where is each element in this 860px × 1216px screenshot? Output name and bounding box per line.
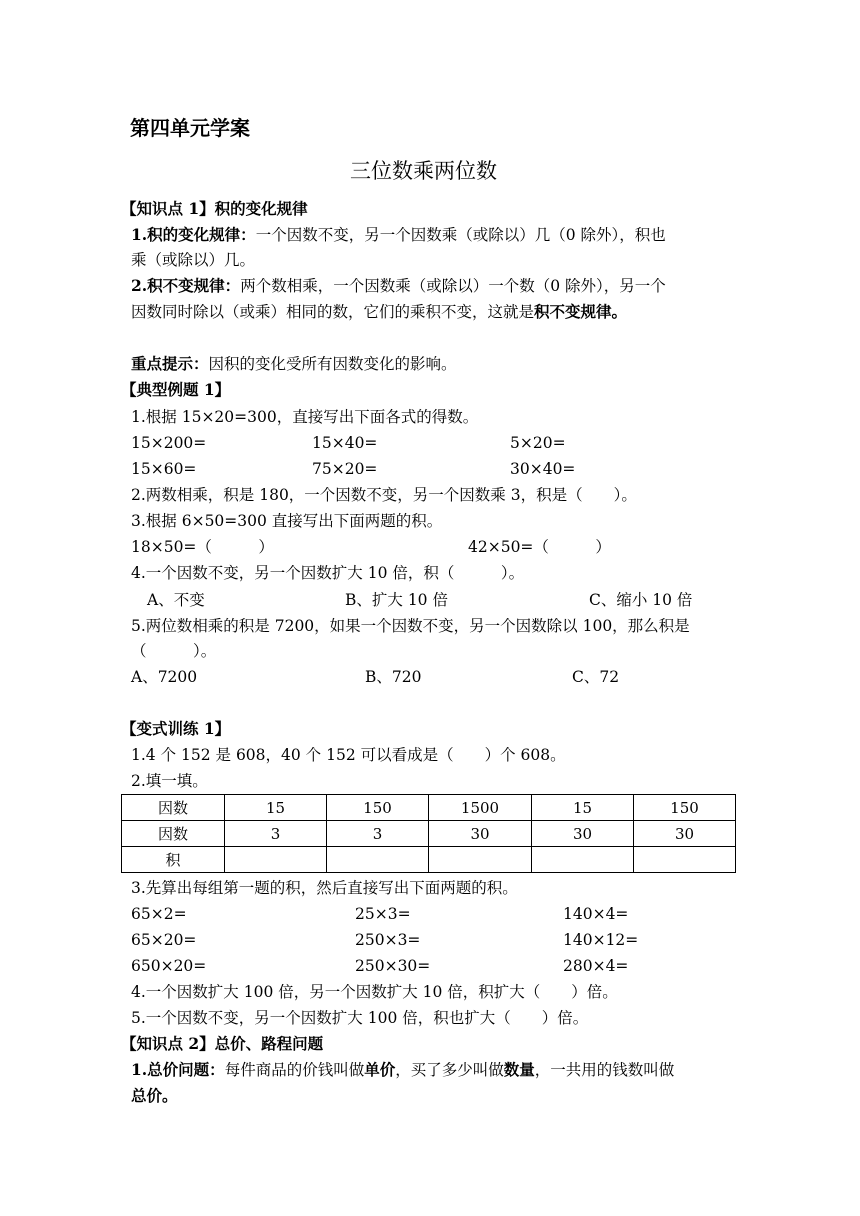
k1-heading: 【知识点 1】积的变化规律	[121, 199, 308, 218]
tr1-q3-item: 250×3=	[355, 931, 421, 949]
fill-in-table	[121, 794, 736, 873]
table-row	[122, 795, 736, 821]
tr1-q2: 2.填一填。	[131, 772, 208, 790]
table-cell: 15	[532, 795, 634, 821]
tr1-q3-item: 140×12=	[563, 931, 639, 949]
k2-term-quantity: 数量	[503, 1060, 535, 1079]
ex1-q3-item: 18×50=（ ）	[131, 538, 274, 556]
tr1-q3-item: 65×2=	[131, 905, 187, 923]
ex1-q1-item: 15×60=	[131, 460, 197, 478]
table-cell	[429, 847, 532, 873]
tr1-heading: 【变式训练 1】	[121, 719, 231, 738]
k2-p1-text: ，买了多少叫做	[395, 1061, 504, 1079]
table-row	[122, 821, 736, 847]
k1-p1-line1	[131, 224, 666, 246]
k2-p1-text: 每件商品的价钱叫做	[224, 1061, 365, 1079]
table-cell: 因数	[122, 795, 225, 821]
k1-tip-text: 因积的变化受所有因数变化的影响。	[208, 355, 457, 373]
tr1-q4: 4.一个因数扩大 100 倍，另一个因数扩大 10 倍，积扩大（ ）倍。	[131, 983, 618, 1001]
table-cell: 30	[634, 821, 736, 847]
table-cell: 因数	[122, 821, 225, 847]
ex1-q1-item: 15×200=	[131, 434, 207, 452]
ex1-q2: 2.两数相乘，积是 180，一个因数不变，另一个因数乘 3，积是（ ）。	[131, 486, 637, 504]
k1-p2-label: 2.积不变规律：	[131, 276, 241, 295]
table-cell: 1500	[429, 795, 532, 821]
tr1-q3: 3.先算出每组第一题的积，然后直接写出下面两题的积。	[131, 879, 518, 897]
tr1-q3-item: 280×4=	[563, 957, 629, 975]
k2-p1-text: ，一共用的钱数叫做	[534, 1061, 675, 1079]
k1-p1-text-a: 一个因数不变，另一个因数乘（或除以）几（0 除外），积也	[255, 226, 666, 244]
table-cell: 3	[225, 821, 327, 847]
ex1-q5-option: A、7200	[131, 668, 198, 686]
table-cell: 15	[225, 795, 327, 821]
ex1-q3: 3.根据 6×50=300 直接写出下面两题的积。	[131, 512, 443, 530]
k2-p1-line1	[131, 1059, 674, 1081]
ex1-q4: 4.一个因数不变，另一个因数扩大 10 倍，积（ ）。	[131, 564, 525, 582]
k1-p2-text-b: 因数同时除以（或乘）相同的数，它们的乘积不变，这就是	[131, 303, 535, 321]
ex1-q1-item: 5×20=	[510, 434, 566, 452]
ex1-q1-item: 75×20=	[312, 460, 378, 478]
k2-term-unit-price: 单价	[364, 1060, 396, 1079]
k2-heading: 【知识点 2】总价、路程问题	[121, 1034, 324, 1053]
k1-p2-bold-end: 积不变规律。	[534, 302, 628, 321]
document-subtitle: 三位数乘两位数	[350, 159, 497, 183]
k1-p2-text-a: 两个数相乘，一个因数乘（或除以）一个数（0 除外），另一个	[240, 277, 666, 295]
tr1-q3-item: 25×3=	[355, 905, 411, 923]
table-cell: 30	[532, 821, 634, 847]
k1-tip	[131, 353, 457, 375]
ex1-q4-option: B、扩大 10 倍	[345, 591, 448, 609]
table-cell: 30	[429, 821, 532, 847]
tr1-q3-item: 250×30=	[355, 957, 431, 975]
ex1-q5-line1: 5.两位数相乘的积是 7200，如果一个因数不变，另一个因数除以 100，那么积是	[131, 617, 690, 635]
tr1-q5: 5.一个因数不变，另一个因数扩大 100 倍，积也扩大（ ）倍。	[131, 1009, 589, 1027]
k1-p2-line1	[131, 275, 666, 297]
tr1-q3-item: 65×20=	[131, 931, 197, 949]
ex1-q4-option: C、缩小 10 倍	[589, 591, 693, 609]
ex1-q3-item: 42×50=（ ）	[468, 538, 611, 556]
ex1-q5-option: B、720	[365, 668, 422, 686]
table-cell: 150	[634, 795, 736, 821]
tr1-q1: 1.4 个 152 是 608，40 个 152 可以看成是（ ）个 608。	[131, 746, 566, 764]
k1-p2-line2	[131, 301, 627, 323]
k1-p1-line2: 乘（或除以）几。	[131, 251, 256, 269]
table-row	[122, 847, 736, 873]
table-cell	[532, 847, 634, 873]
ex1-q1: 1.根据 15×20=300，直接写出下面各式的得数。	[131, 408, 479, 426]
ex1-q5-line2: （ ）。	[131, 642, 217, 660]
k2-p1-label: 1.总价问题：	[131, 1060, 225, 1079]
k1-p1-label: 1.积的变化规律：	[131, 225, 256, 244]
ex1-q1-item: 15×40=	[312, 434, 378, 452]
table-cell: 150	[327, 795, 429, 821]
ex1-q1-item: 30×40=	[510, 460, 576, 478]
tr1-q3-item: 140×4=	[563, 905, 629, 923]
k2-term-total-price: 总价。	[131, 1086, 178, 1105]
document-title: 第四单元学案	[130, 116, 250, 140]
ex1-q5-option: C、72	[572, 668, 620, 686]
ex1-q4-option: A、不变	[147, 591, 205, 609]
table-cell: 3	[327, 821, 429, 847]
table-cell	[327, 847, 429, 873]
k1-tip-label: 重点提示：	[131, 354, 209, 373]
ex1-heading: 【典型例题 1】	[121, 380, 231, 399]
table-cell	[225, 847, 327, 873]
tr1-q3-item: 650×20=	[131, 957, 207, 975]
table-cell	[634, 847, 736, 873]
table-cell: 积	[122, 847, 225, 873]
